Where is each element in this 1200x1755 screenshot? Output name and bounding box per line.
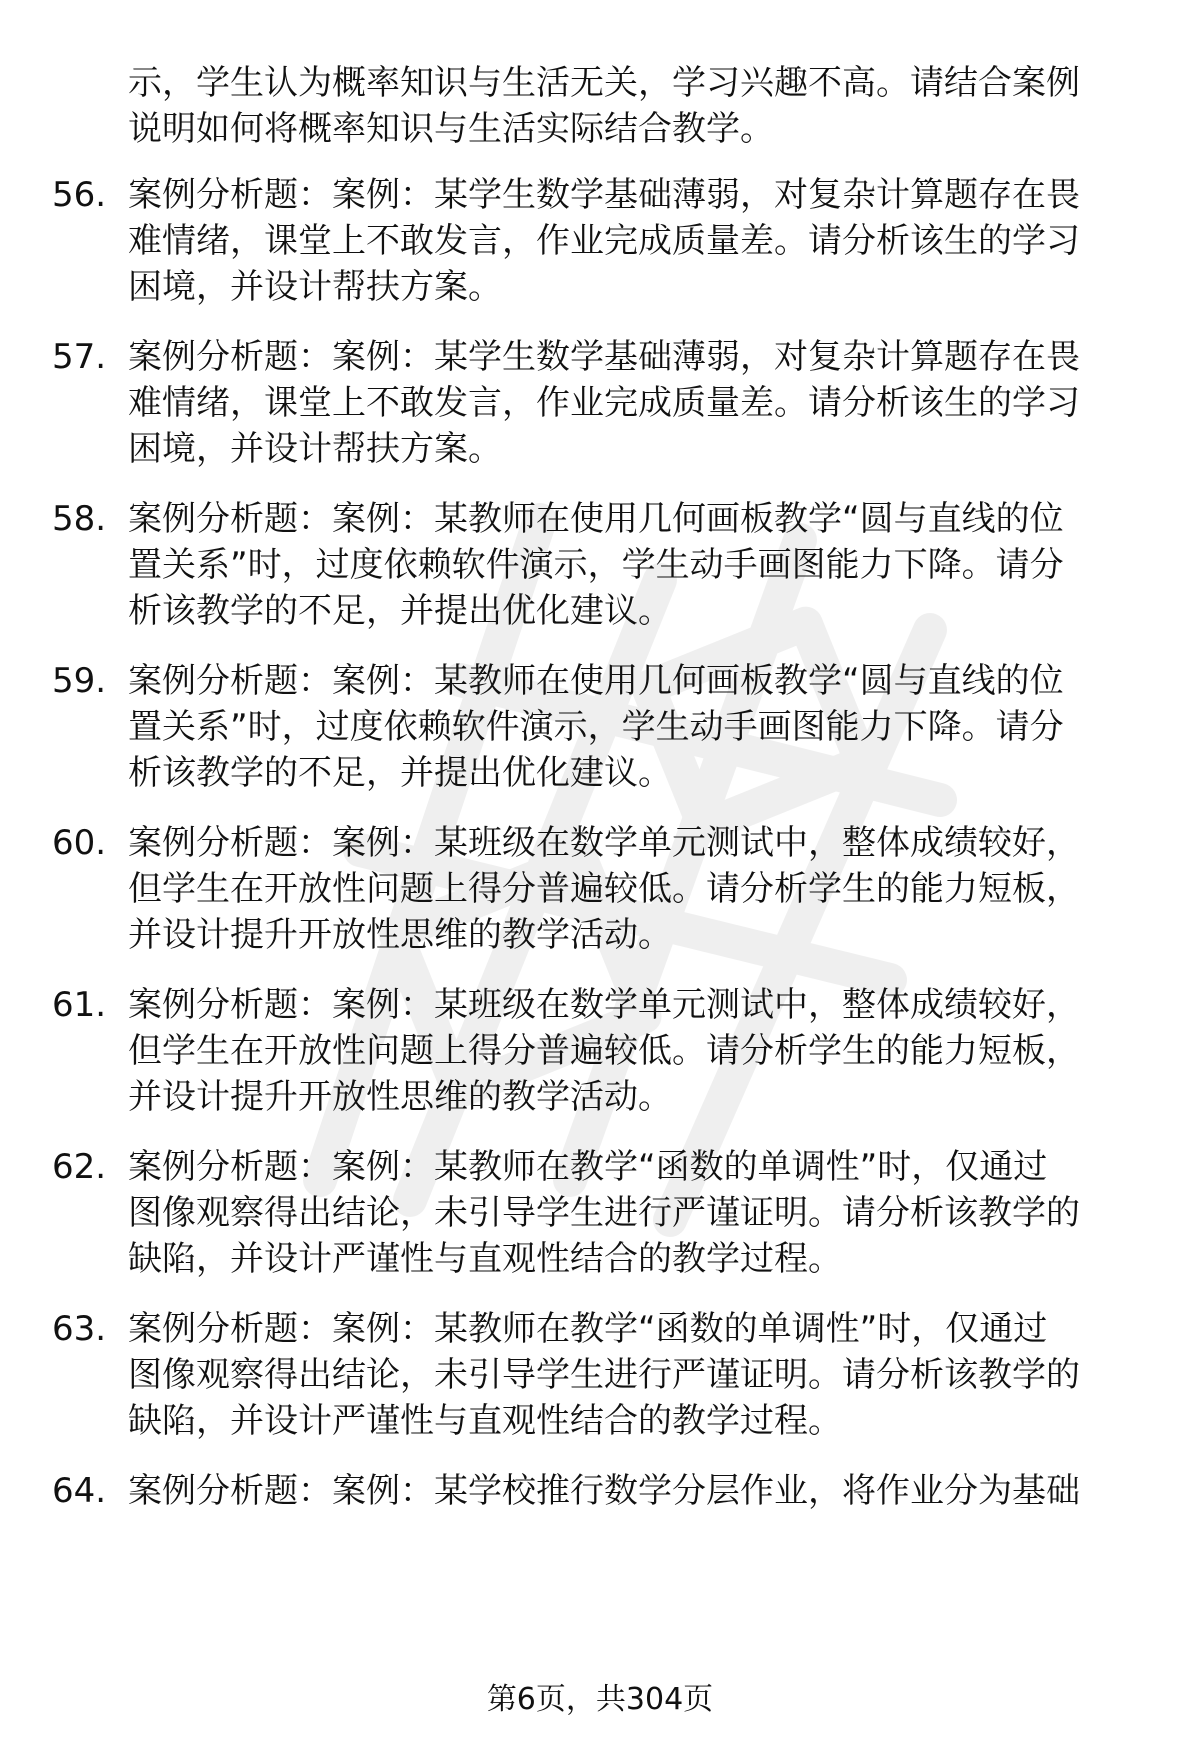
question-text (128, 1306, 1138, 1444)
text-line: 案例分析题：案例：某学校推行数学分层作业，将作业分为基础 (128, 1471, 1080, 1511)
question-text (128, 496, 1138, 634)
question-number: 56. (52, 175, 107, 215)
question-number: 59. (52, 661, 107, 701)
text-line: 说明如何将概率知识与生活实际结合教学。 (128, 109, 774, 149)
text-line: 并设计提升开放性思维的教学活动。 (128, 1077, 672, 1117)
question-text (128, 982, 1138, 1120)
text-line: 案例分析题：案例：某班级在数学单元测试中，整体成绩较好， (128, 985, 1080, 1025)
text-line: 析该教学的不足，并提出优化建议。 (128, 753, 672, 793)
text-line: 析该教学的不足，并提出优化建议。 (128, 591, 672, 631)
text-line: 案例分析题：案例：某教师在教学“函数的单调性”时，仅通过 (128, 1147, 1048, 1187)
text-line: 困境，并设计帮扶方案。 (128, 267, 502, 307)
question-text (128, 1468, 1138, 1514)
text-line: 图像观察得出结论，未引导学生进行严谨证明。请分析该教学的 (128, 1355, 1080, 1395)
text-line: 但学生在开放性问题上得分普遍较低。请分析学生的能力短板， (128, 1031, 1080, 1071)
continued-question-text (128, 60, 1138, 152)
text-line: 缺陷，并设计严谨性与直观性结合的教学过程。 (128, 1401, 842, 1441)
question-number: 64. (52, 1471, 107, 1511)
text-line: 案例分析题：案例：某教师在使用几何画板教学“圆与直线的位 (128, 661, 1064, 701)
text-line: 置关系”时，过度依赖软件演示，学生动手画图能力下降。请分 (128, 707, 1064, 747)
question-number: 63. (52, 1309, 107, 1349)
question-number: 60. (52, 823, 107, 863)
text-line: 案例分析题：案例：某教师在教学“函数的单调性”时，仅通过 (128, 1309, 1048, 1349)
text-line: 案例分析题：案例：某学生数学基础薄弱，对复杂计算题存在畏 (128, 337, 1080, 377)
text-line: 缺陷，并设计严谨性与直观性结合的教学过程。 (128, 1239, 842, 1279)
text-line: 但学生在开放性问题上得分普遍较低。请分析学生的能力短板， (128, 869, 1080, 909)
question-text (128, 1144, 1138, 1282)
question-text (128, 658, 1138, 796)
question-text (128, 172, 1138, 310)
text-line: 示，学生认为概率知识与生活无关，学习兴趣不高。请结合案例 (128, 63, 1080, 103)
question-number: 61. (52, 985, 107, 1025)
text-line: 难情绪，课堂上不敢发言，作业完成质量差。请分析该生的学习 (128, 221, 1080, 261)
text-line: 置关系”时，过度依赖软件演示，学生动手画图能力下降。请分 (128, 545, 1064, 585)
text-line: 案例分析题：案例：某班级在数学单元测试中，整体成绩较好， (128, 823, 1080, 863)
text-line: 案例分析题：案例：某学生数学基础薄弱，对复杂计算题存在畏 (128, 175, 1080, 215)
text-line: 困境，并设计帮扶方案。 (128, 429, 502, 469)
question-number: 62. (52, 1147, 107, 1187)
question-text (128, 820, 1138, 958)
question-number: 57. (52, 337, 107, 377)
question-text (128, 334, 1138, 472)
text-line: 并设计提升开放性思维的教学活动。 (128, 915, 672, 955)
question-number: 58. (52, 499, 107, 539)
text-line: 案例分析题：案例：某教师在使用几何画板教学“圆与直线的位 (128, 499, 1064, 539)
text-line: 难情绪，课堂上不敢发言，作业完成质量差。请分析该生的学习 (128, 383, 1080, 423)
text-line: 图像观察得出结论，未引导学生进行严谨证明。请分析该教学的 (128, 1193, 1080, 1233)
page-footer: 第6页，共304页 (486, 1682, 714, 1717)
